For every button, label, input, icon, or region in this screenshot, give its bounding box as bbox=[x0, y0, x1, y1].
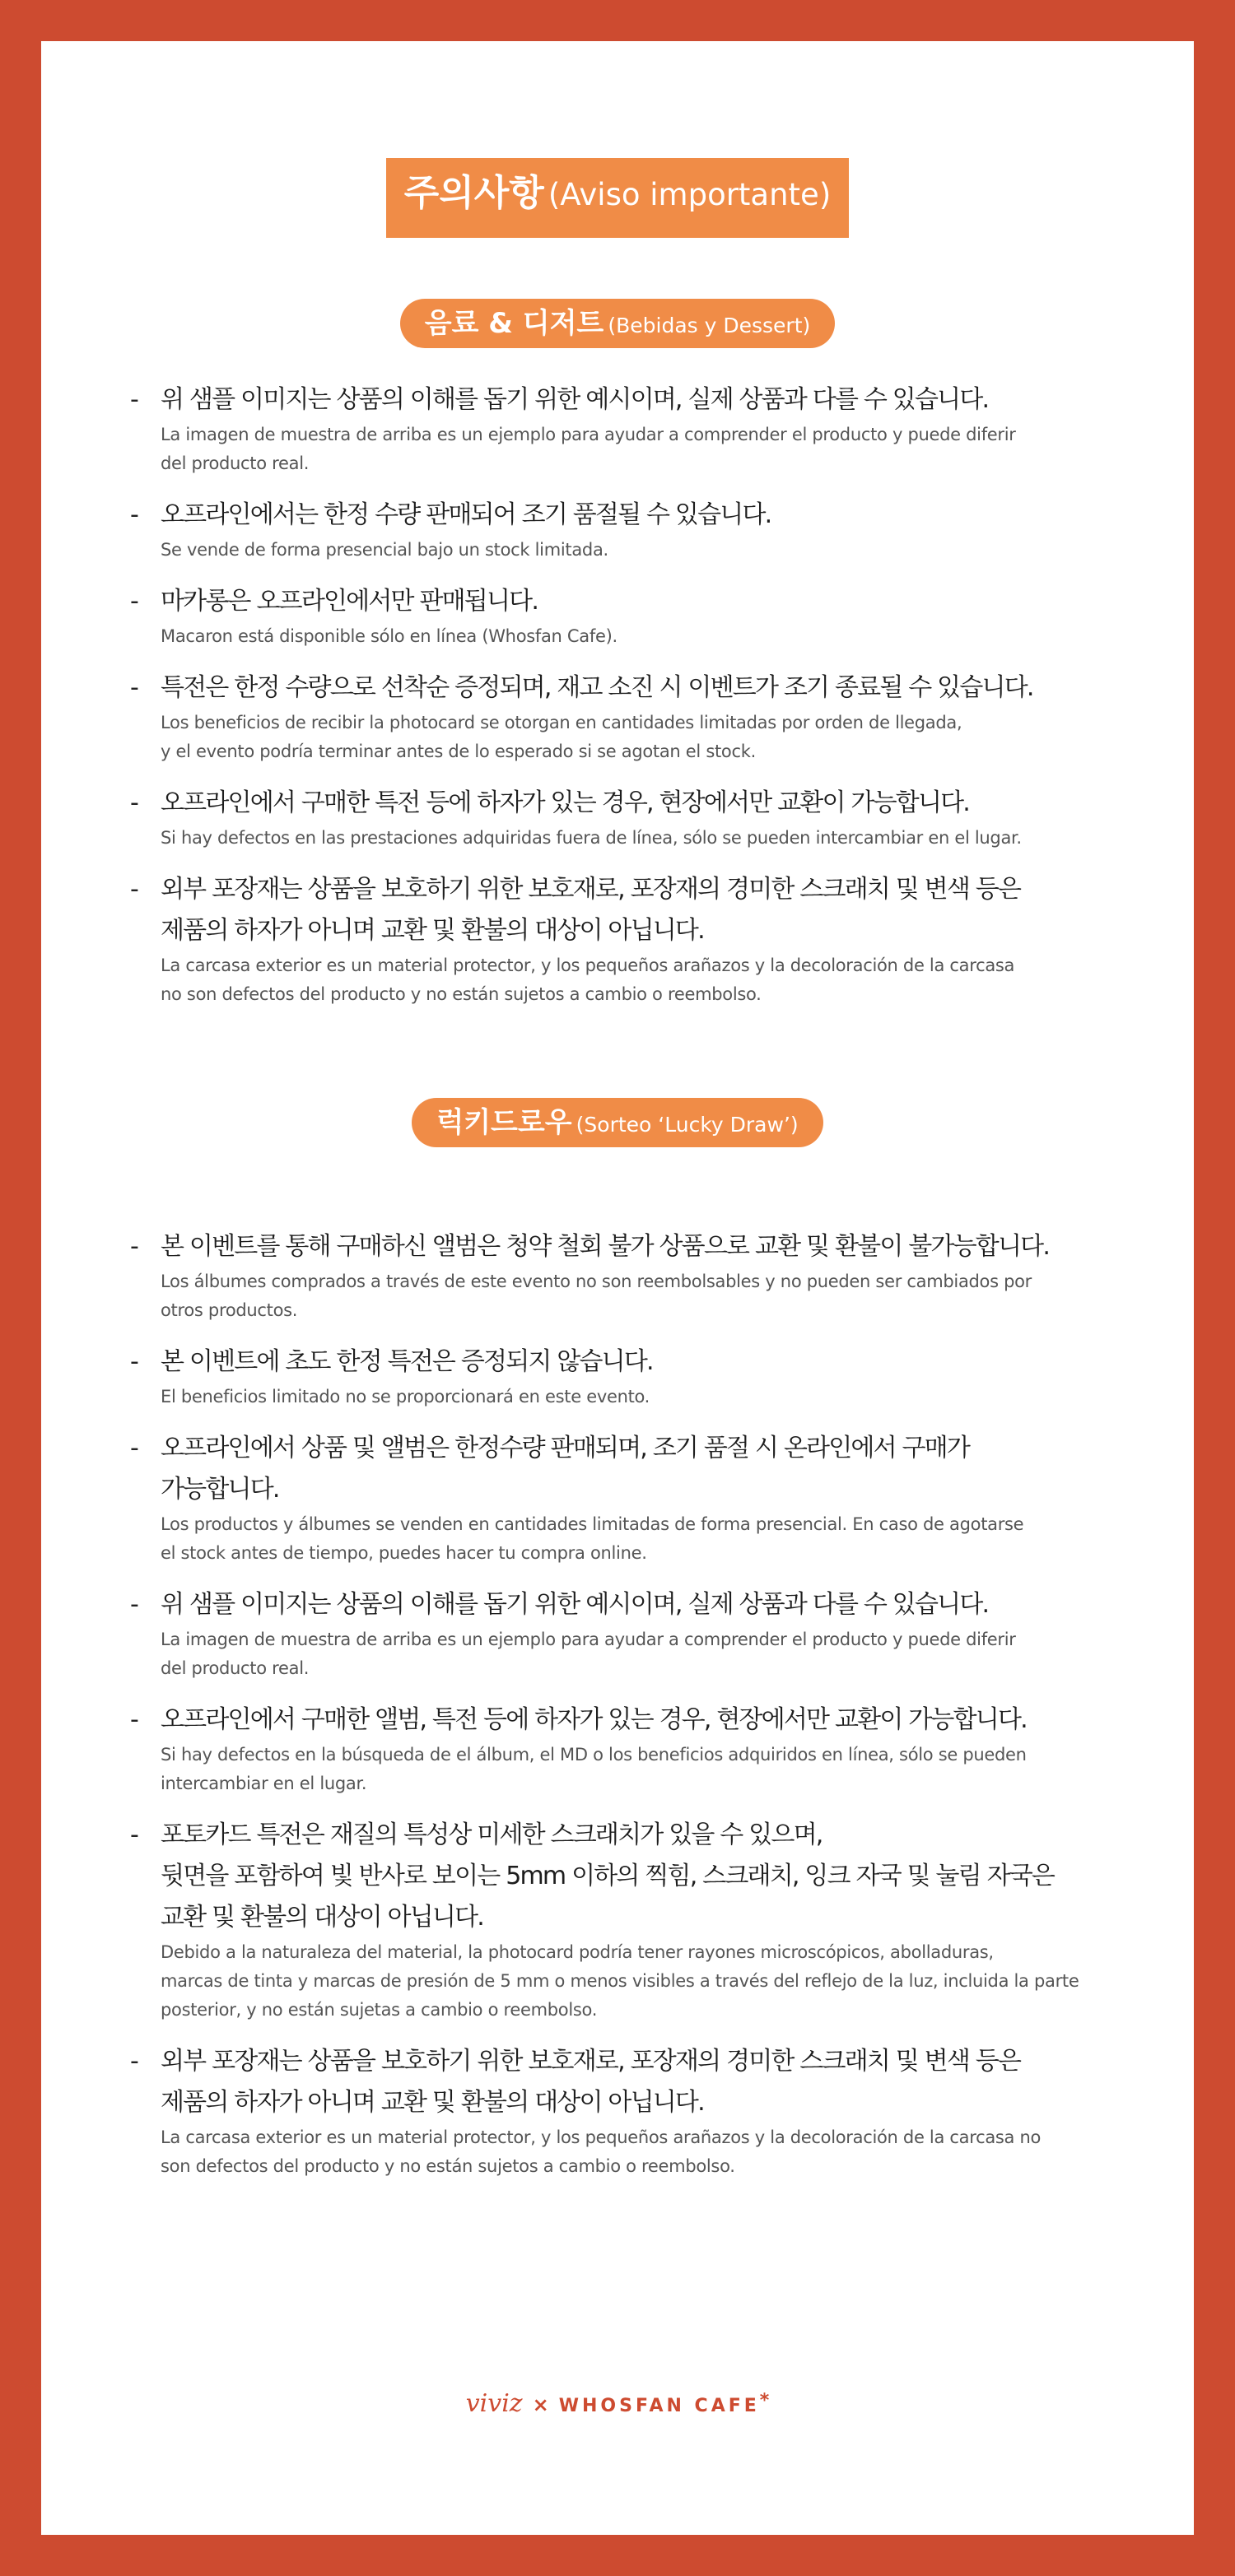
bullet-dash: - bbox=[130, 875, 139, 904]
notice-ko: 외부 포장재는 상품을 보호하기 위한 보호재로, 포장재의 경미한 스크래치 및 변색 등은 제품의 하자가 아니며 교환 및 환불의 대상이 아닙니다. bbox=[161, 2047, 1021, 2117]
list-item bbox=[41, 1815, 1194, 2025]
viviz-logo: viviz bbox=[465, 2389, 523, 2418]
section-heading-es: (Bebidas y Dessert) bbox=[608, 314, 811, 337]
whosfan-cafe-logo: WHOSFAN CAFE bbox=[558, 2396, 760, 2416]
list-item bbox=[41, 667, 1194, 766]
notice-es: El beneficios limitado no se proporcionará en este evento. bbox=[161, 1387, 650, 1407]
list-item bbox=[41, 1584, 1194, 1683]
section-header-beverages bbox=[41, 299, 1194, 348]
list-item bbox=[41, 1428, 1194, 1568]
bullet-dash: - bbox=[130, 1434, 139, 1462]
star-icon: * bbox=[759, 2390, 770, 2411]
section-header-lucky-draw bbox=[41, 1098, 1194, 1147]
list-item bbox=[41, 495, 1194, 565]
notice-ko: 본 이벤트에 초도 한정 특전은 증정되지 않습니다. bbox=[161, 1347, 653, 1376]
notice-es: Debido a la naturaleza del material, la photocard podría tener rayones microscópicos, abolladuras, marcas de tinta y marcas de presión de 5 mm o menos visibles a través del reflejo de la luz, incluida la parte posterior, y no están sujetas a cambio o reembolso. bbox=[161, 1942, 1079, 2020]
page-title-es: (Aviso importante) bbox=[548, 177, 832, 212]
collab-times: × bbox=[532, 2393, 549, 2416]
notice-es: Los beneficios de recibir la photocard se otorgan en cantidades limitadas por orden de llegada, y el evento podría terminar antes de lo esperado si se agotan el stock. bbox=[161, 713, 962, 761]
section-heading-ko: 럭키드로우 bbox=[436, 1106, 572, 1139]
notice-es: Los productos y álbumes se venden en cantidades limitadas de forma presencial. En caso de agotarse el stock antes de tiempo, puedes hacer tu compra online. bbox=[161, 1514, 1024, 1563]
bullet-dash: - bbox=[130, 1705, 139, 1734]
notice-ko: 오프라인에서 상품 및 앨범은 한정수량 판매되며, 조기 품절 시 온라인에서 구매가 가능합니다. bbox=[161, 1434, 970, 1504]
list-item bbox=[41, 1700, 1194, 1798]
section-heading-ko: 음료 & 디저트 bbox=[424, 307, 604, 340]
notice-ko: 특전은 한정 수량으로 선착순 증정되며, 재고 소진 시 이벤트가 조기 종료될 수 있습니다. bbox=[161, 673, 1033, 702]
bullet-dash: - bbox=[130, 788, 139, 817]
notice-es: Si hay defectos en las prestaciones adquiridas fuera de línea, sólo se pueden intercambiar en el lugar. bbox=[161, 828, 1022, 848]
notice-es: La carcasa exterior es un material protector, y los pequeños arañazos y la decoloración de la carcasa no son defectos del producto y no están sujetos a cambio o reembolso. bbox=[161, 956, 1015, 1004]
list-item bbox=[41, 581, 1194, 651]
notice-ko: 위 샘플 이미지는 상품의 이해를 돕기 위한 예시이며, 실제 상품과 다를 수 있습니다. bbox=[161, 1590, 989, 1619]
notice-ko: 오프라인에서는 한정 수량 판매되어 조기 품절될 수 있습니다. bbox=[161, 500, 771, 529]
section-pill-lucky-draw bbox=[412, 1098, 823, 1147]
bullet-dash: - bbox=[130, 587, 139, 616]
bullet-dash: - bbox=[130, 1820, 139, 1849]
notice-es: Los álbumes comprados a través de este evento no son reembolsables y no pueden ser cambiados por otros productos. bbox=[161, 1272, 1032, 1320]
notice-ko: 본 이벤트를 통해 구매하신 앨범은 청약 철회 불가 상품으로 교환 및 환불이 불가능합니다. bbox=[161, 1232, 1050, 1261]
bullet-dash: - bbox=[130, 673, 139, 702]
list-item bbox=[41, 1226, 1194, 1325]
title-wrap bbox=[41, 158, 1194, 238]
beverage-notice-list bbox=[41, 379, 1194, 1009]
notice-es: Se vende de forma presencial bajo un stock limitada. bbox=[161, 540, 608, 560]
notice-ko: 외부 포장재는 상품을 보호하기 위한 보호재로, 포장재의 경미한 스크래치 및 변색 등은 제품의 하자가 아니며 교환 및 환불의 대상이 아닙니다. bbox=[161, 875, 1021, 945]
notice-es: La imagen de muestra de arriba es un ejemplo para ayudar a comprender el producto y puede diferir del producto real. bbox=[161, 425, 1016, 473]
page-title bbox=[386, 158, 850, 238]
notice-ko: 마카롱은 오프라인에서만 판매됩니다. bbox=[161, 587, 538, 616]
notice-es: La imagen de muestra de arriba es un ejemplo para ayudar a comprender el producto y puede diferir del producto real. bbox=[161, 1630, 1016, 1678]
notice-ko: 포토카드 특전은 재질의 특성상 미세한 스크래치가 있을 수 있으며, 뒷면을 포함하여 빛 반사로 보이는 5mm 이하의 찍힘, 스크래치, 잉크 자국 및 눌림 자국은 교환 및 환불의 대상이 아닙니다. bbox=[161, 1820, 1055, 1932]
notice-ko: 위 샘플 이미지는 상품의 이해를 돕기 위한 예시이며, 실제 상품과 다를 수 있습니다. bbox=[161, 385, 989, 414]
lucky-draw-notice-list bbox=[41, 1226, 1194, 2181]
bullet-dash: - bbox=[130, 2047, 139, 2076]
page-title-ko: 주의사항 bbox=[403, 172, 544, 214]
notice-es: Macaron está disponible sólo en línea (Whosfan Cafe). bbox=[161, 626, 618, 646]
bullet-dash: - bbox=[130, 1347, 139, 1376]
list-item bbox=[41, 1341, 1194, 1411]
notice-panel bbox=[41, 41, 1194, 2535]
notice-es: Si hay defectos en la búsqueda de el álbum, el MD o los beneficios adquiridos en línea, sólo se pueden intercambiar en el lugar. bbox=[161, 1745, 1027, 1793]
list-item bbox=[41, 869, 1194, 1009]
section-heading-es: (Sorteo ‘Lucky Draw’) bbox=[576, 1113, 799, 1137]
notice-es: La carcasa exterior es un material protector, y los pequeños arañazos y la decoloración de la carcasa no son defectos del producto y no están sujetos a cambio o reembolso. bbox=[161, 2127, 1042, 2176]
section-pill-beverages bbox=[400, 299, 836, 348]
bullet-dash: - bbox=[130, 1232, 139, 1261]
notice-ko: 오프라인에서 구매한 특전 등에 하자가 있는 경우, 현장에서만 교환이 가능합니다. bbox=[161, 788, 970, 817]
notice-ko: 오프라인에서 구매한 앨범, 특전 등에 하자가 있는 경우, 현장에서만 교환이 가능합니다. bbox=[161, 1705, 1027, 1734]
bullet-dash: - bbox=[130, 385, 139, 414]
list-item bbox=[41, 2041, 1194, 2181]
footer-logo bbox=[41, 2389, 1194, 2418]
bullet-dash: - bbox=[130, 500, 139, 529]
list-item bbox=[41, 379, 1194, 478]
bullet-dash: - bbox=[130, 1590, 139, 1619]
list-item bbox=[41, 783, 1194, 853]
